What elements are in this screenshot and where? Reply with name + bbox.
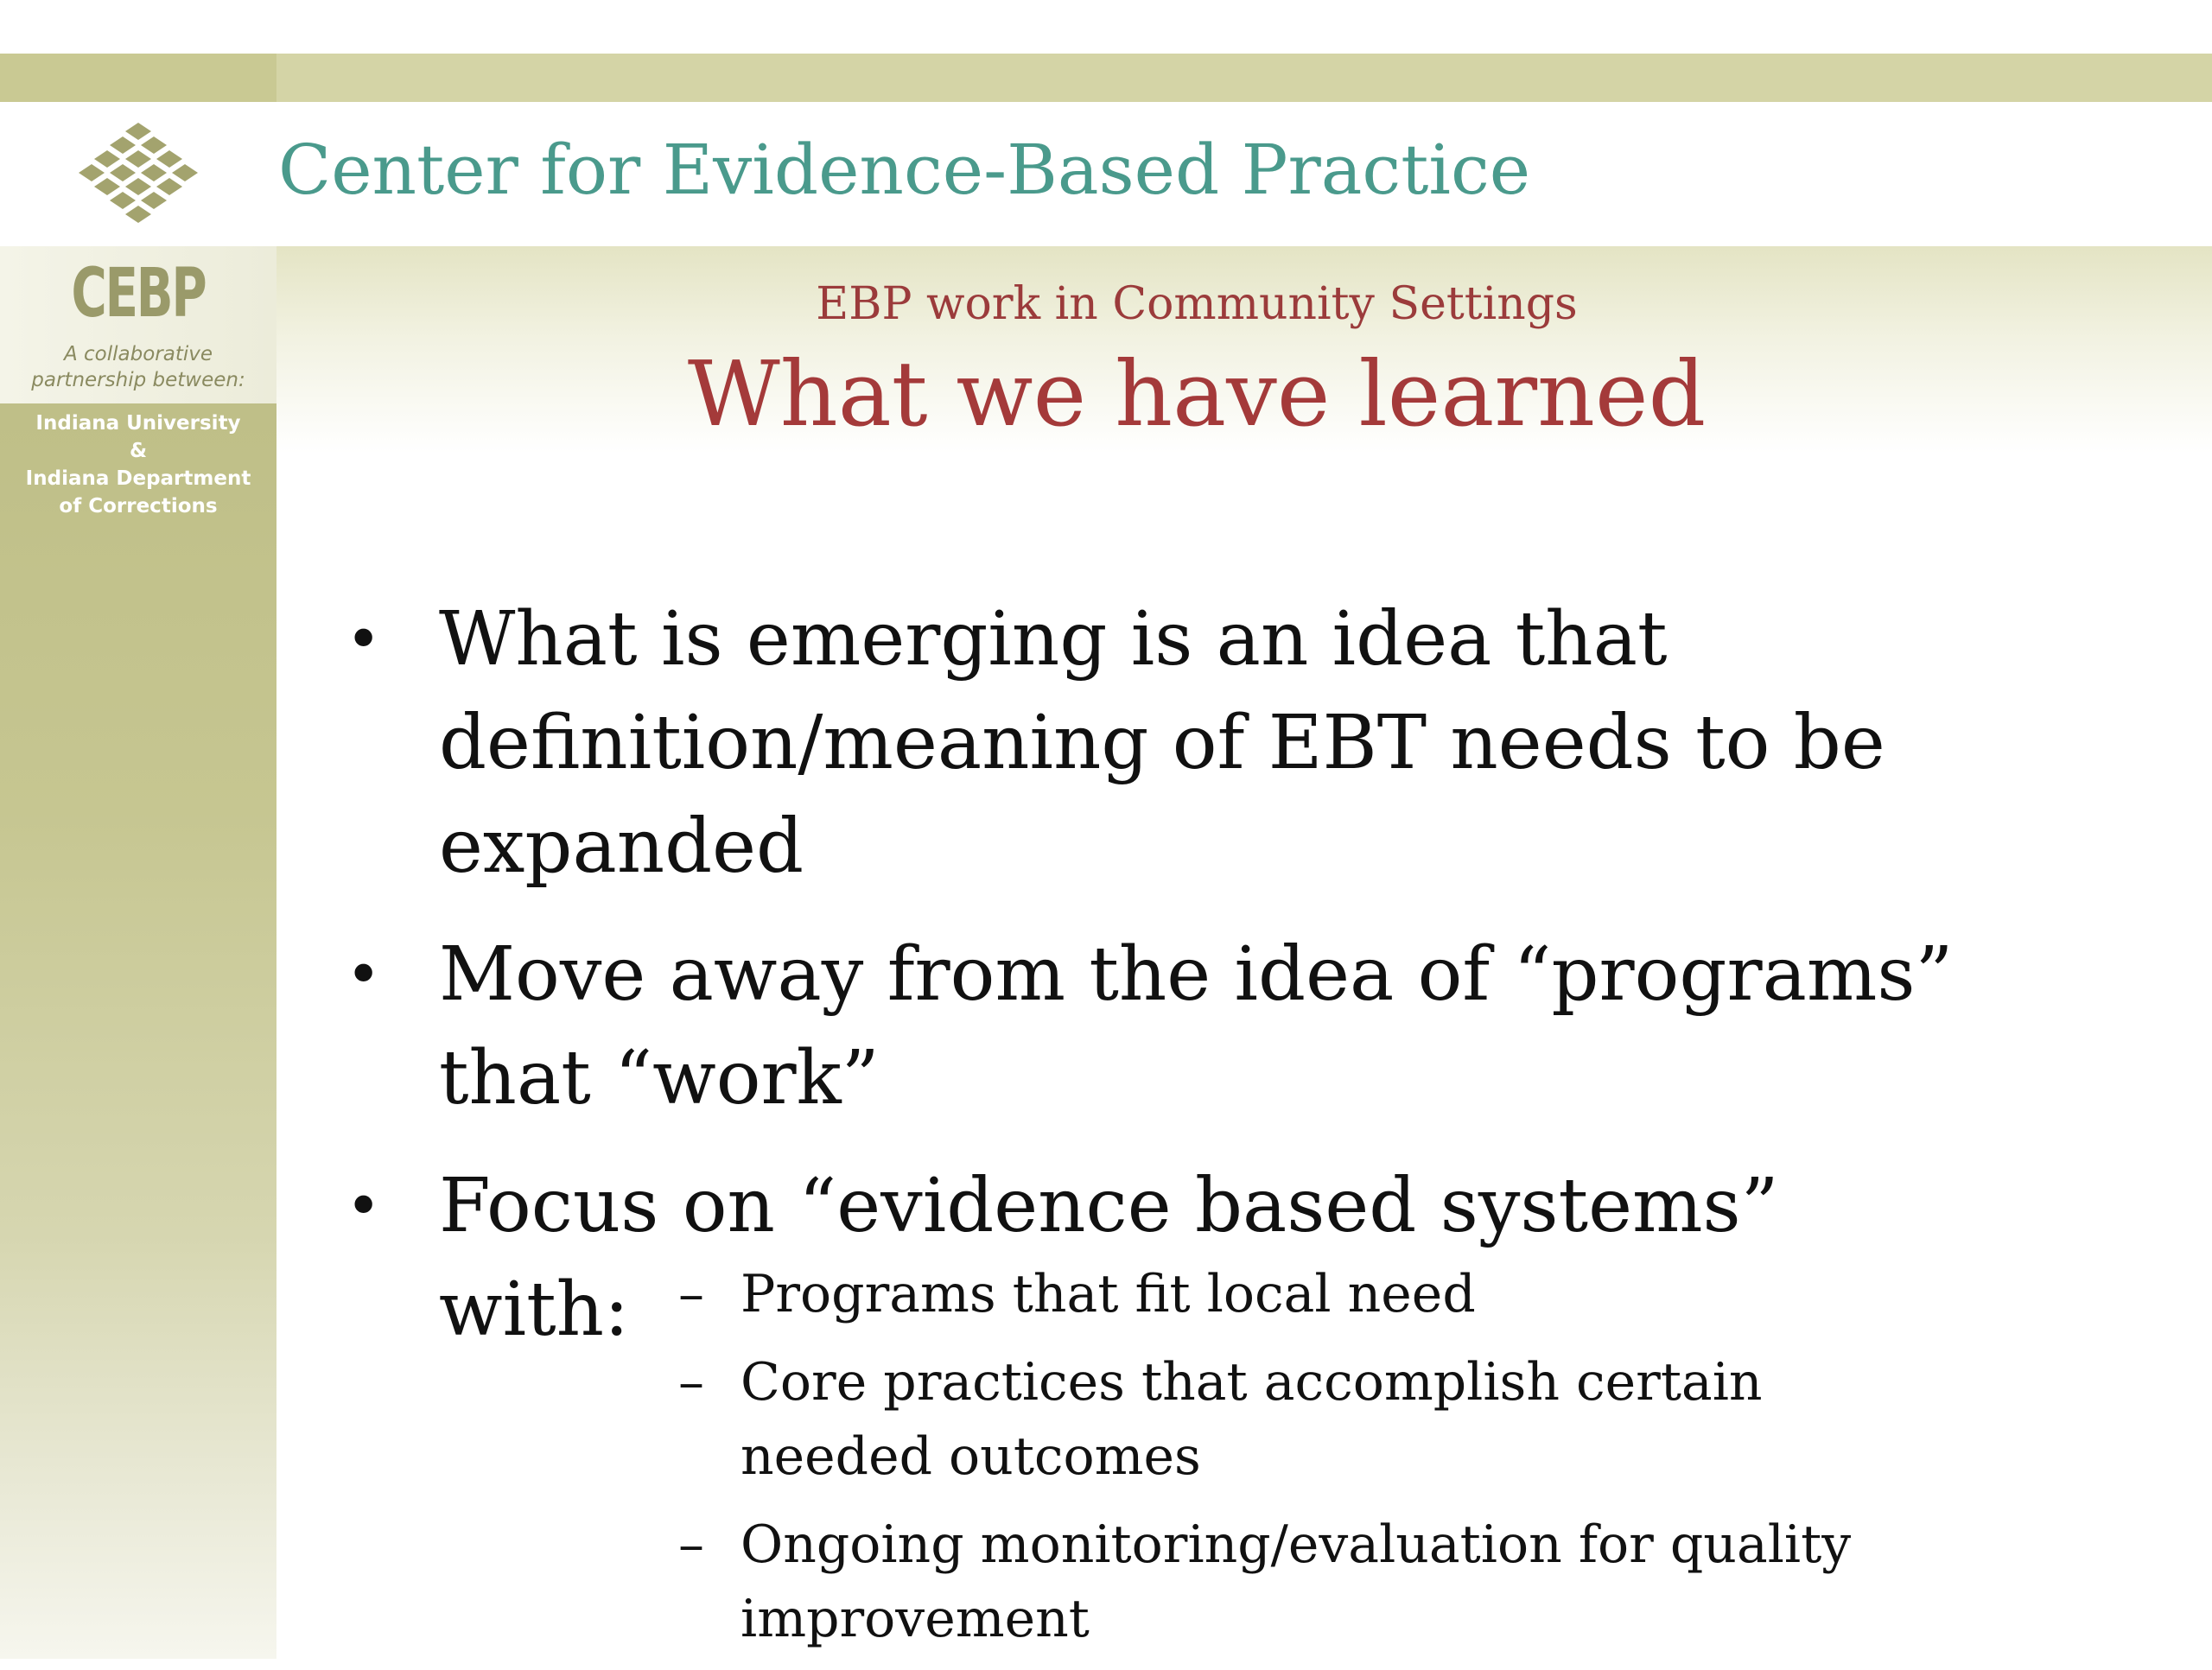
partner-line: Indiana University xyxy=(35,412,241,435)
sub-bullet-item xyxy=(678,1345,1931,1494)
top-accent-band xyxy=(0,54,2212,102)
partner-line: & xyxy=(129,440,148,462)
bullet-text: What is emerging is an idea that definition/meaning of EBT needs to be expanded xyxy=(439,596,1885,890)
top-accent-band-left xyxy=(0,54,276,102)
sub-bullet-text: Ongoing monitoring/evaluation for quality improvement xyxy=(741,1514,1852,1649)
header-title: Center for Evidence-Based Practice xyxy=(278,130,1531,210)
collaborative-caption xyxy=(0,341,276,393)
partner-line: of Corrections xyxy=(59,495,218,518)
sub-bullet-list xyxy=(678,1257,1931,1670)
slide-subtitle: EBP work in Community Settings xyxy=(816,278,1578,330)
bullet-text: Move away from the idea of “programs” that “work” xyxy=(439,931,1954,1121)
sub-bullet-item xyxy=(678,1508,1931,1656)
dash-icon: – xyxy=(678,1514,704,1575)
bullet-dot-icon: • xyxy=(346,1171,382,1241)
bullet-item xyxy=(346,923,1987,1130)
cebp-acronym: CEBP xyxy=(71,255,206,333)
bullet-text: Focus on “evidence based systems” with: xyxy=(439,1163,1779,1353)
bullet-item xyxy=(346,587,1987,898)
collab-line: A collaborative xyxy=(63,343,213,365)
collab-line: partnership between: xyxy=(31,369,245,391)
dash-icon: – xyxy=(678,1352,704,1413)
sub-bullet-text: Programs that fit local need xyxy=(741,1264,1476,1324)
dash-icon: – xyxy=(678,1264,704,1324)
diamond-lattice-logo-icon xyxy=(73,121,203,233)
partner-names xyxy=(0,410,276,520)
bullet-dot-icon: • xyxy=(346,604,382,675)
bullet-dot-icon: • xyxy=(346,939,382,1010)
sub-bullet-text: Core practices that accomplish certain needed outcomes xyxy=(741,1352,1763,1487)
partner-line: Indiana Department xyxy=(25,467,251,490)
slide-title: What we have learned xyxy=(687,341,1707,447)
sub-bullet-item xyxy=(678,1257,1931,1331)
